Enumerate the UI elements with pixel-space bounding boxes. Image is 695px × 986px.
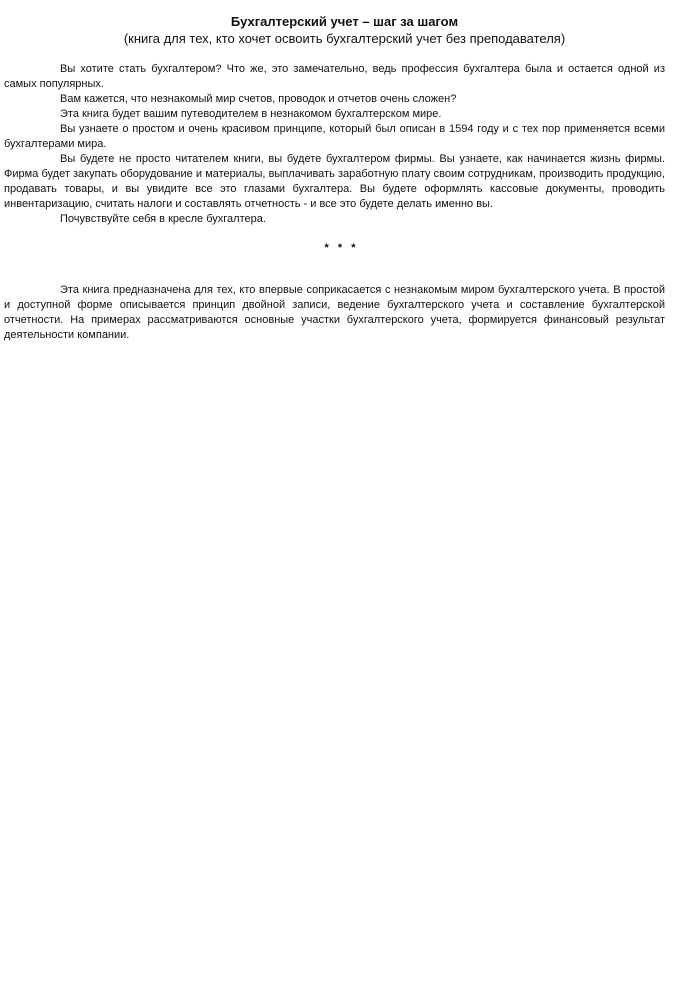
section-separator: * * * bbox=[324, 242, 359, 254]
intro-paragraph: Вы хотите стать бухгалтером? Что же, это замечательно, ведь профессия бухгалтера была и остается одной из самых популярных. bbox=[4, 63, 665, 90]
intro-paragraph: Вы будете не просто читателем книги, вы будете бухгалтером фирмы. Вы узнаете, как начинается жизнь фирмы. Фирма будет закупать оборудование и материалы, выплачивать заработную плату своим сотрудникам, производить продукцию, продавать товары, и вы увидите все это глазами бухгалтера. Вы будете оформлять кассовые документы, проводить инвентаризацию, считать налоги и составлять отчетность - и все это будете делать именно вы. bbox=[4, 153, 665, 210]
intro-paragraph: Вам кажется, что незнакомый мир счетов, проводок и отчетов очень сложен? bbox=[60, 93, 457, 105]
intro-paragraph: Вы узнаете о простом и очень красивом принципе, который был описан в 1594 году и с тех пор применяется всеми бухгалтерами мира. bbox=[4, 123, 665, 150]
page-title: Бухгалтерский учет – шаг за шагом bbox=[230, 14, 459, 29]
intro-paragraph: Эта книга будет вашим путеводителем в незнакомом бухгалтерском мире. bbox=[60, 108, 442, 120]
annotation-section bbox=[4, 283, 665, 343]
page-subtitle: (книга для тех, кто хочет освоить бухгалтерский учет без преподавателя) bbox=[123, 31, 566, 46]
intro-paragraph: Почувствуйте себя в кресле бухгалтера. bbox=[60, 213, 266, 225]
annotation-paragraph: Эта книга предназначена для тех, кто впервые соприкасается с незнакомым миром бухгалтерского учета. В простой и доступной форме описывается принцип двойной записи, ведение бухгалтерского учета и составление бухгалтерской отчетности. На примерах рассматриваются основные участки бухгалтерского учета, формируется финансовый результат деятельности компании. bbox=[4, 284, 665, 341]
intro-section bbox=[4, 62, 665, 227]
